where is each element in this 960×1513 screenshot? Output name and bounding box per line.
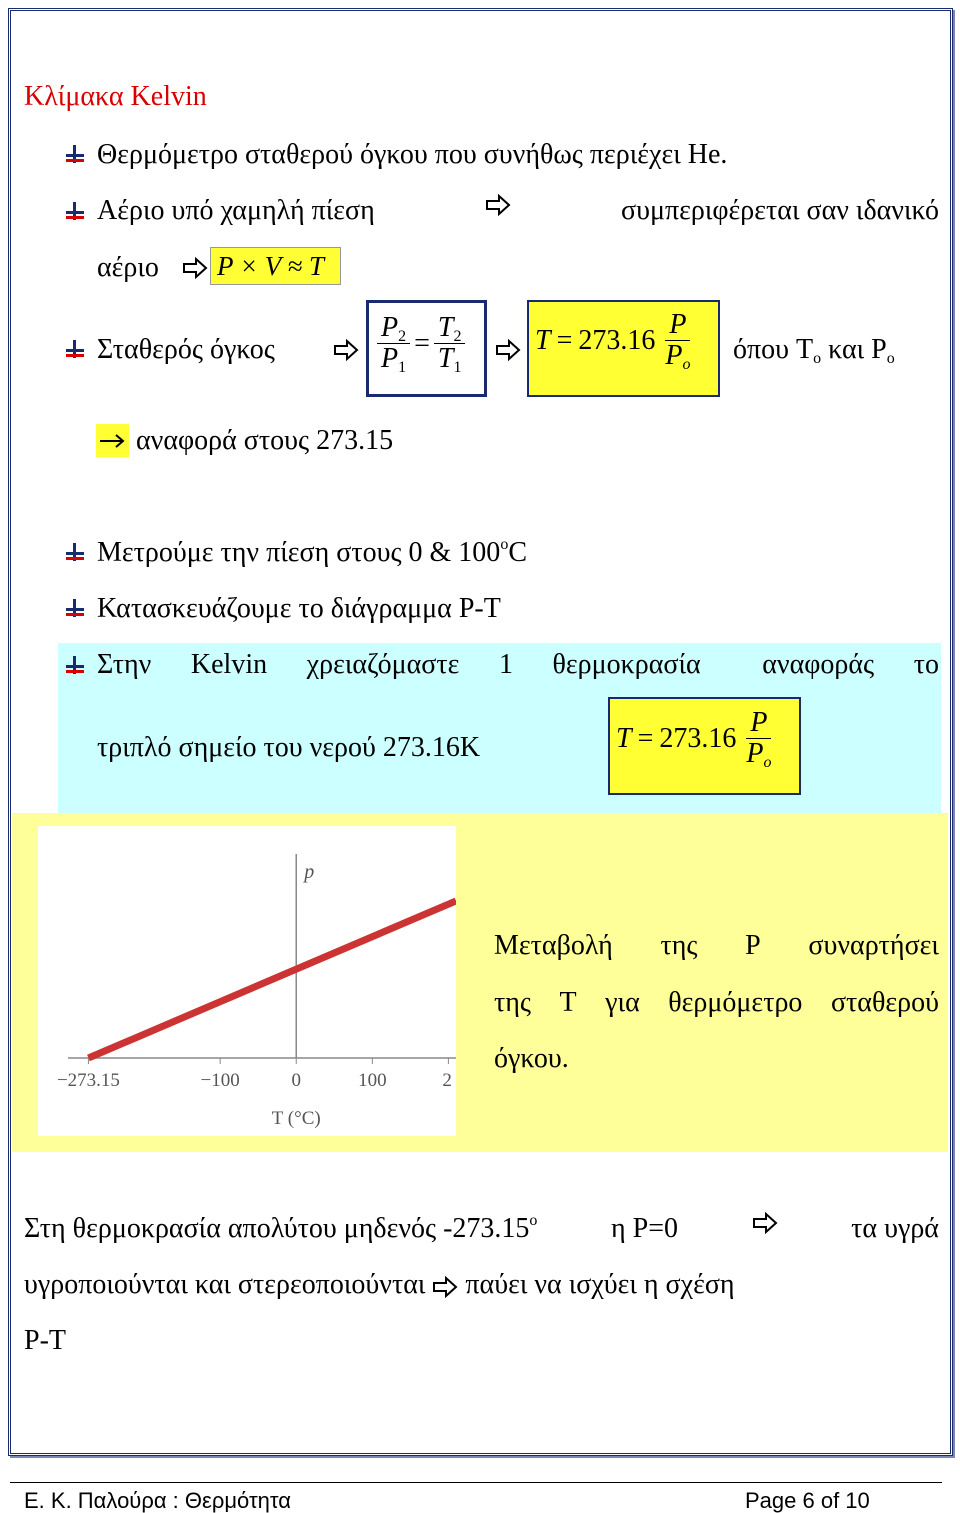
bullet-1-text: Θερμόμετρο σταθερού όγκου που συνήθως περιέχει He. (97, 139, 728, 170)
heading: Κλίμακα Kelvin (24, 81, 207, 112)
reference-text: αναφορά στους 273.15 (136, 425, 394, 456)
cyan-line-2: τριπλό σημείο του νερού 273.16K (97, 732, 481, 763)
closing-line-2: υγροποιούνται και στερεοποιούνται παύει να ισχύει η σχέση (24, 1269, 735, 1300)
bullet-2-part-b: συμπεριφέρεται σαν ιδανικό (621, 195, 939, 226)
ratio-formula-box: $\frac{P_2}{P_1}$ = $\frac{T_2}{T_1}$ (366, 300, 487, 397)
bullet-icon (64, 541, 86, 563)
arrow-right-icon (333, 339, 359, 361)
y-axis-label: p (304, 861, 315, 883)
closing-line-1: Στη θερμοκρασία απολύτου μηδενός -273.15$^o$ η P=0 τα υγρά (24, 1212, 939, 1244)
bullet-4-text: Μετρούμε την πίεση στους 0 & 100$^o$C (97, 536, 527, 568)
x-tick-label: 100 (358, 1070, 387, 1091)
series-line (88, 901, 456, 1058)
closing-line-3: P-T (24, 1325, 66, 1356)
bullet-2-part-c: αέριο (97, 252, 159, 283)
proportionality-box (210, 247, 341, 285)
x-tick-label: 0 (291, 1070, 301, 1091)
bullet-2-part-a: Αέριο υπό χαμηλή πίεση (97, 195, 375, 226)
arrow-right-icon (485, 194, 511, 216)
bullet-5-text: Κατασκευάζουμε το διάγραμμα P-T (97, 593, 501, 624)
reference-marker (96, 424, 129, 457)
arrow-right-icon (96, 424, 129, 457)
triple-point-formula-box: T = 273.16 $\frac{P}{P_o}$ (608, 697, 801, 795)
x-tick-label: −100 (200, 1070, 240, 1091)
x-tick-label: −273.15 (56, 1070, 120, 1091)
arrow-right-icon (432, 1276, 458, 1298)
kelvin-formula-box: T = 273.16 $\frac{P}{P_o}$ (527, 300, 720, 397)
arrow-right-icon (495, 339, 521, 361)
bullet-icon (64, 338, 86, 360)
bullet-3-label: Σταθερός όγκος (97, 334, 275, 365)
footer-author: Ε. Κ. Παλούρα : Θερμότητα (24, 1488, 291, 1513)
arrow-right-icon (182, 257, 208, 279)
caption-line-1: Μεταβολή της P συναρτήσει (494, 930, 939, 961)
bullet-2-line-1 (97, 194, 939, 228)
bullet-icon (64, 654, 86, 676)
caption-line-2: της Τ για θερμόμετρο σταθερού (494, 987, 939, 1018)
bullet-icon (64, 200, 86, 222)
bullet-icon (64, 143, 86, 165)
x-tick-label: 2 (442, 1070, 452, 1091)
caption-line-3: όγκου. (494, 1043, 569, 1074)
bullet-icon (64, 597, 86, 619)
cyan-line-1: Στην Kelvin χρειαζόμαστε 1 θερμοκρασία αναφοράς το (97, 649, 939, 680)
where-text: όπου $T_o$ και $P_o$ (733, 334, 895, 367)
footer-divider (10, 1482, 942, 1483)
pressure-temperature-chart (38, 826, 456, 1136)
page-number: Page 6 of 10 (745, 1488, 870, 1513)
proportionality-text: P × V ≈ T (217, 251, 325, 281)
x-axis-label: T (°C) (271, 1108, 321, 1129)
arrow-right-icon (752, 1212, 778, 1234)
